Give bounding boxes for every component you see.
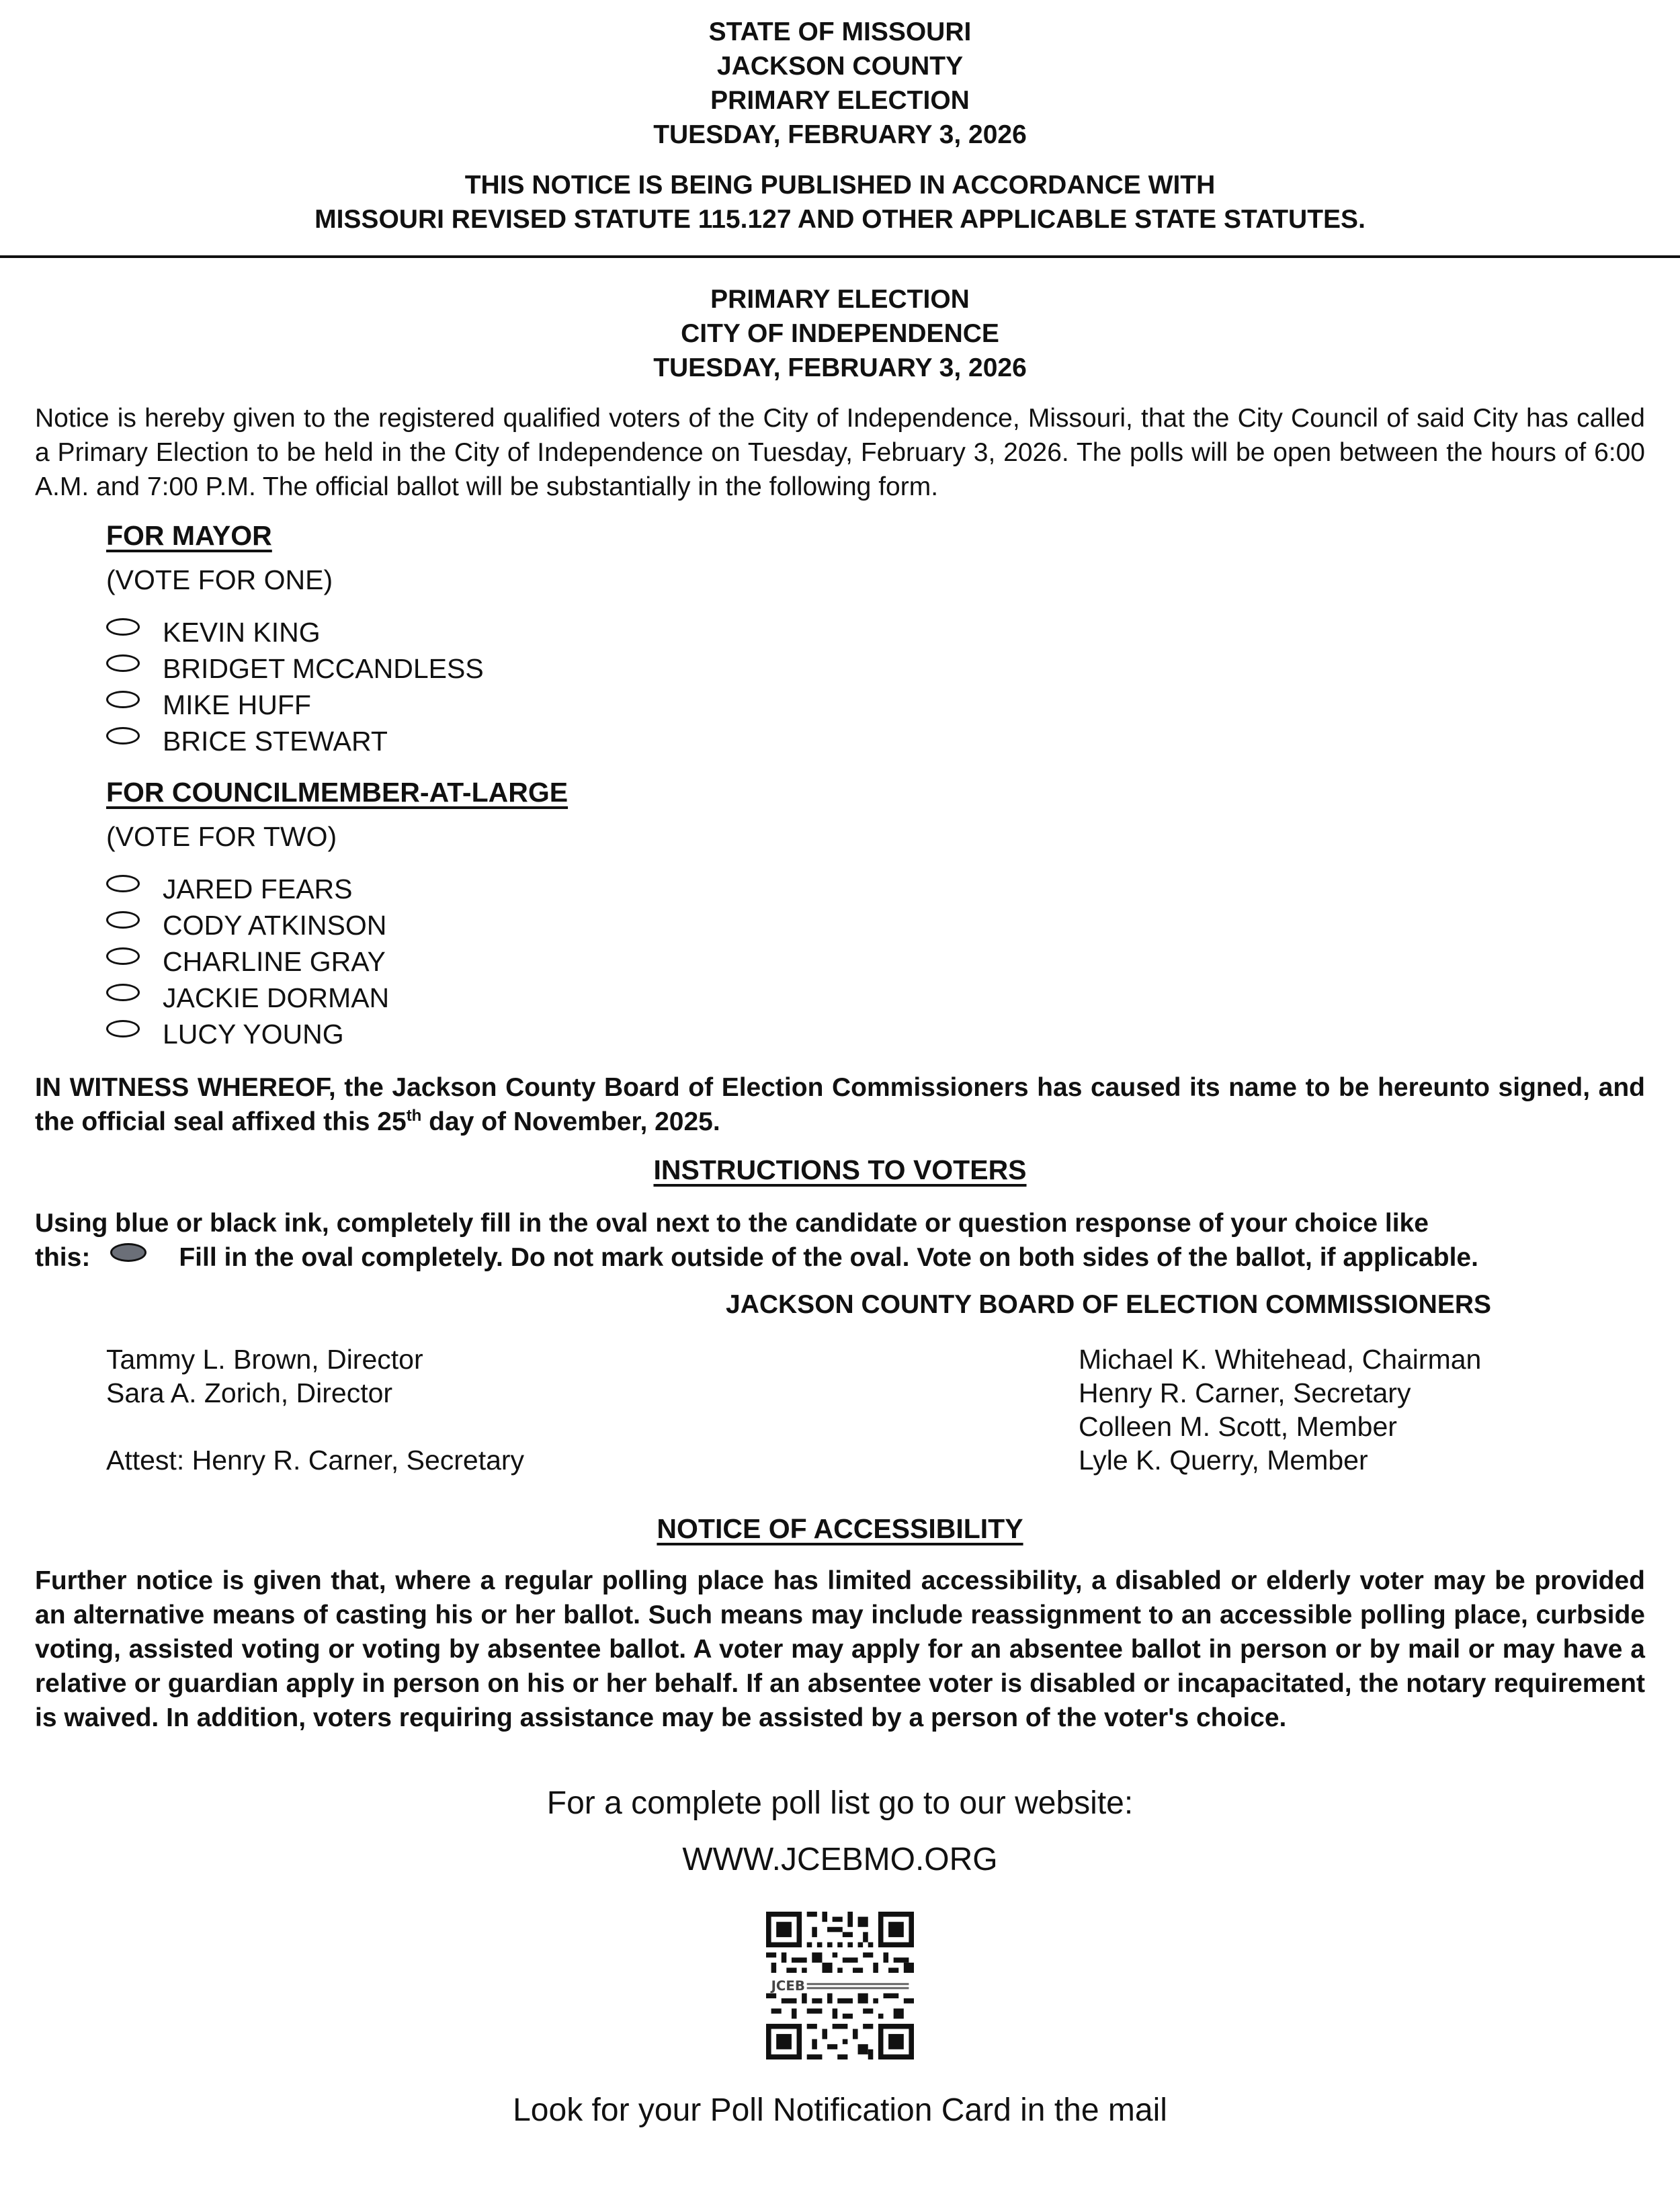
qr-code-icon[interactable] xyxy=(766,1912,914,2059)
ballot-oval[interactable] xyxy=(106,654,140,672)
poll-list-text: For a complete poll list go to our website: xyxy=(546,1785,1134,1821)
statute-block xyxy=(0,168,1680,237)
director-name: Tammy L. Brown, Director xyxy=(106,1344,423,1375)
mayor-vote-for: (VOTE FOR ONE) xyxy=(106,564,333,595)
accessibility-paragraph: Further notice is given that, where a regular polling place has limited accessibility, a disabled or elderly voter may be provided an alternative means of casting his or her ballot. Such means may include reassignment to an accessible polling place, curbside voting, assisted voting or voting by absentee ballot. A voter may apply for an absentee ballot in person or by mail or may have a relative or guardian apply in person on his or her behalf. If an absentee voter is disabled or incapacitated, the notary requirement is waived. In addition, voters requiring assistance may be assisted by a person of the voter's choice. xyxy=(35,1566,1645,1732)
council-candidate[interactable] xyxy=(106,980,389,1016)
ballot-oval[interactable] xyxy=(106,727,140,745)
filled-oval-example-icon xyxy=(110,1243,146,1262)
notice-paragraph: Notice is hereby given to the registered qualified voters of the City of Independence, Missouri, that the City Council of said City has called a Primary Election to be held in the City of Independence on Tuesday, February 3, 2026. The polls will be open between the hours of 6:00 A.M. and 7:00 P.M. The official ballot will be substantially in the following form. xyxy=(35,404,1645,501)
mayor-candidate[interactable] xyxy=(106,723,388,759)
section-header xyxy=(0,282,1680,385)
council-candidate[interactable] xyxy=(106,943,386,980)
instructions-title: INSTRUCTIONS TO VOTERS xyxy=(653,1154,1027,1185)
mayor-candidate[interactable] xyxy=(106,614,321,650)
candidate-name: BRICE STEWART xyxy=(163,725,388,757)
commissioner-name: Lyle K. Querry, Member xyxy=(1079,1445,1368,1476)
commissioners-signatures xyxy=(1079,1343,1481,1477)
section-election: PRIMARY ELECTION xyxy=(710,285,970,314)
commissioner-name: Colleen M. Scott, Member xyxy=(1079,1411,1397,1442)
candidate-name: CHARLINE GRAY xyxy=(163,945,386,977)
instructions-this-label: this: xyxy=(35,1243,91,1272)
candidate-name: LUCY YOUNG xyxy=(163,1018,344,1050)
attest-line: Attest: Henry R. Carner, Secretary xyxy=(106,1445,525,1476)
header-election: PRIMARY ELECTION xyxy=(710,86,970,115)
statute-line-2: MISSOURI REVISED STATUTE 115.127 AND OTHER APPLICABLE STATE STATUTES. xyxy=(314,205,1366,234)
mayor-contest-title: FOR MAYOR xyxy=(106,520,272,551)
mayor-candidate[interactable] xyxy=(106,687,311,723)
directors-signatures xyxy=(106,1343,423,1410)
mayor-candidate[interactable] xyxy=(106,650,484,687)
candidate-name: KEVIN KING xyxy=(163,616,321,648)
section-city: CITY OF INDEPENDENCE xyxy=(681,319,999,348)
accessibility-title: NOTICE OF ACCESSIBILITY xyxy=(657,1513,1023,1544)
candidate-name: CODY ATKINSON xyxy=(163,909,387,941)
candidate-name: JACKIE DORMAN xyxy=(163,982,390,1013)
instructions-paragraph xyxy=(35,1206,1645,1275)
witness-paragraph xyxy=(35,1070,1645,1139)
ballot-oval[interactable] xyxy=(106,1020,140,1037)
board-title: JACKSON COUNTY BOARD OF ELECTION COMMISSIONERS xyxy=(726,1290,1492,1319)
council-candidate[interactable] xyxy=(106,1016,344,1052)
header-divider xyxy=(0,255,1680,258)
ballot-oval[interactable] xyxy=(106,911,140,929)
qr-logo-text: JCEB xyxy=(771,1978,805,1994)
commissioner-name: Henry R. Carner, Secretary xyxy=(1079,1377,1411,1408)
section-date: TUESDAY, FEBRUARY 3, 2026 xyxy=(653,353,1027,382)
council-vote-for: (VOTE FOR TWO) xyxy=(106,821,337,852)
header-date: TUESDAY, FEBRUARY 3, 2026 xyxy=(653,120,1027,149)
instructions-line-2: Fill in the oval completely. Do not mark outside of the oval. Vote on both sides of the ballot, if applicable. xyxy=(179,1243,1478,1272)
candidate-name: JARED FEARS xyxy=(163,873,353,904)
council-candidate[interactable] xyxy=(106,907,386,943)
ballot-oval[interactable] xyxy=(106,691,140,708)
candidate-name: MIKE HUFF xyxy=(163,689,311,720)
instructions-line-2-wrap xyxy=(35,1240,1645,1275)
mail-card-text: Look for your Poll Notification Card in the mail xyxy=(513,2092,1167,2128)
witness-text-1: IN WITNESS WHEREOF, the Jackson County Board of Election Commissioners has caused its name to be hereunto signed, and the official seal affixed this 25 xyxy=(35,1073,1645,1136)
candidate-name: BRIDGET MCCANDLESS xyxy=(163,652,484,684)
witness-superscript: th xyxy=(406,1107,422,1125)
header-block xyxy=(0,15,1680,152)
council-contest-title: FOR COUNCILMEMBER-AT-LARGE xyxy=(106,777,569,808)
statute-line-1: THIS NOTICE IS BEING PUBLISHED IN ACCORDANCE WITH xyxy=(464,171,1216,200)
council-candidate[interactable] xyxy=(106,871,353,907)
commissioner-name: Michael K. Whitehead, Chairman xyxy=(1079,1344,1482,1375)
website-link[interactable]: WWW.JCEBMO.ORG xyxy=(682,1842,998,1877)
ballot-oval[interactable] xyxy=(106,618,140,636)
witness-text-2: day of November, 2025. xyxy=(421,1107,720,1136)
director-name: Sara A. Zorich, Director xyxy=(106,1377,393,1408)
ballot-oval[interactable] xyxy=(106,947,140,965)
ballot-oval[interactable] xyxy=(106,984,140,1001)
instructions-line-1: Using blue or black ink, completely fill in the oval next to the candidate or question response of your choice like xyxy=(35,1209,1429,1238)
header-county: JACKSON COUNTY xyxy=(716,52,964,81)
header-state: STATE OF MISSOURI xyxy=(708,17,972,46)
ballot-oval[interactable] xyxy=(106,875,140,892)
